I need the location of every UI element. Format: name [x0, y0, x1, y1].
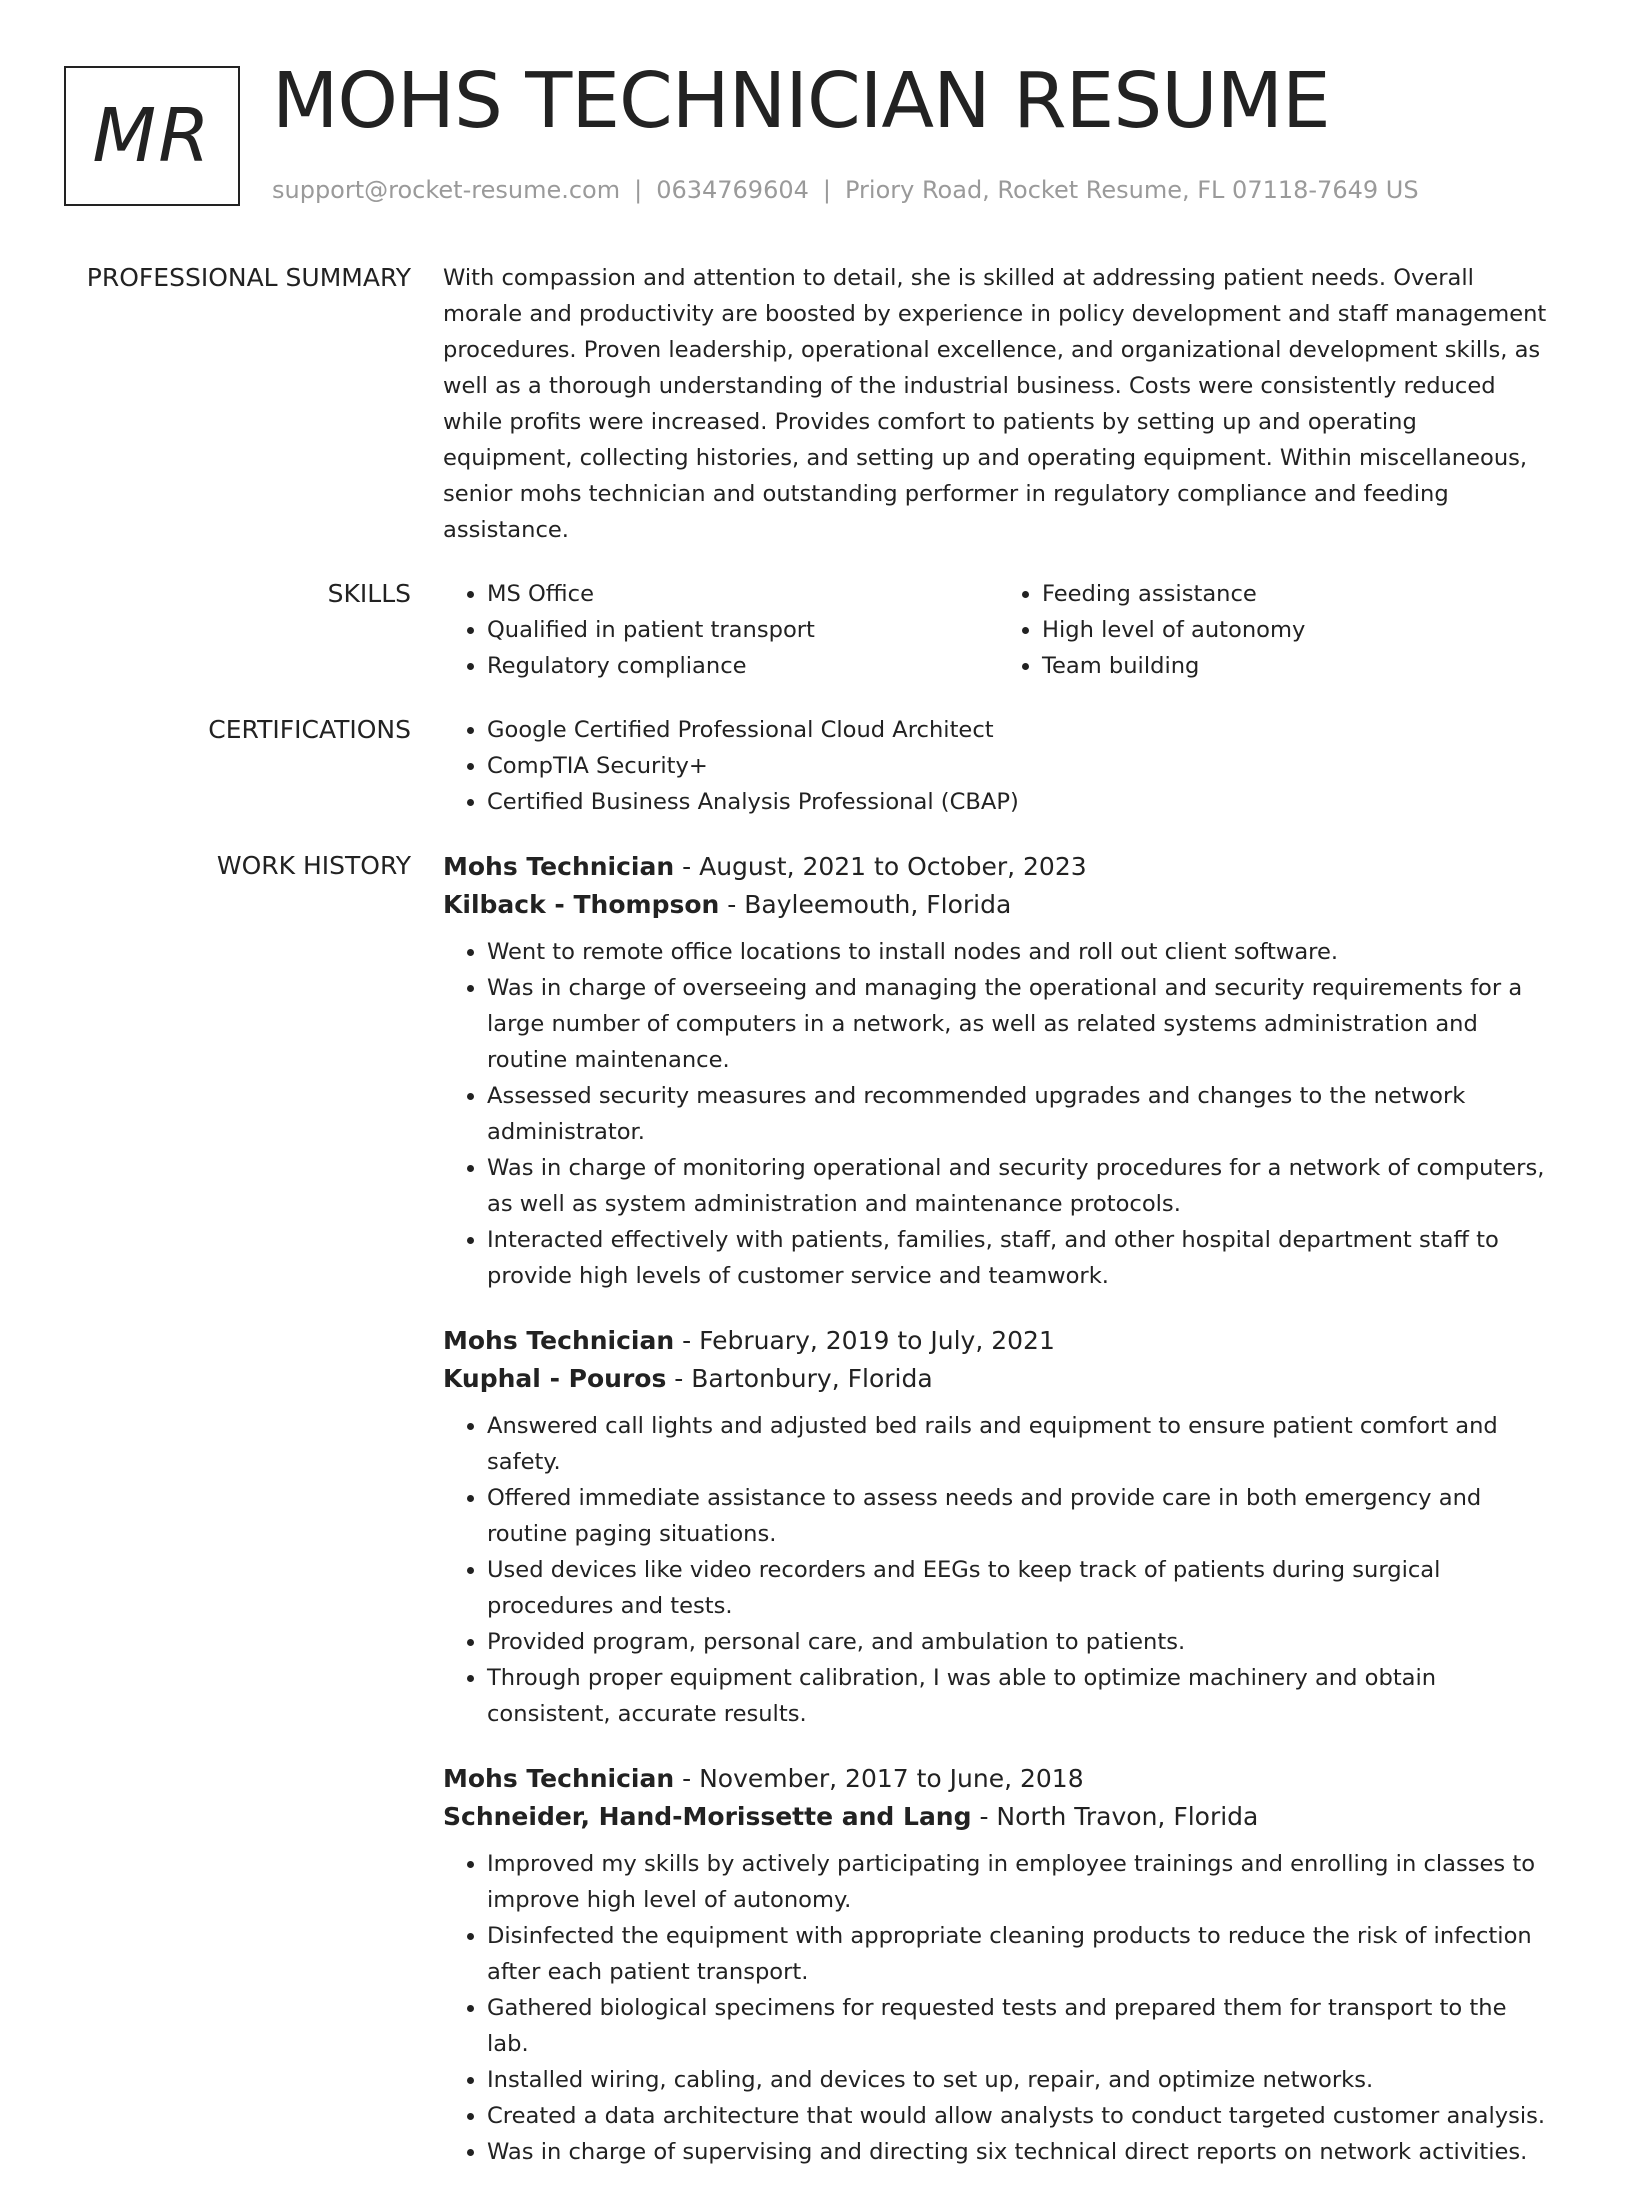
- section-work-history: [0, 848, 1632, 2170]
- job-title-line: [443, 1760, 1553, 1798]
- job-bullet: • Interacted effectively with patients, families, staff, and other hospital department staff to provide high levels of customer service and teamwork.: [487, 1222, 1553, 1294]
- job-bullets: [443, 1846, 1553, 2170]
- skill-item: • High level of autonomy: [1042, 612, 1553, 648]
- job-company: Schneider, Hand-Morissette and Lang: [443, 1802, 972, 1831]
- contact-separator: |: [634, 176, 643, 204]
- job-company: Kuphal - Pouros: [443, 1364, 667, 1393]
- skills-body: [443, 576, 1553, 684]
- job-bullet: • Created a data architecture that would allow analysts to conduct targeted customer analysis.: [487, 2098, 1553, 2134]
- job-entry: [443, 1322, 1553, 1732]
- job-company-line: [443, 886, 1553, 924]
- contact-email[interactable]: support@rocket-resume.com: [272, 176, 621, 204]
- job-title-line: [443, 1322, 1553, 1360]
- job-bullet: • Answered call lights and adjusted bed rails and equipment to ensure patient comfort and safety.: [487, 1408, 1553, 1480]
- job-bullet: • Through proper equipment calibration, I was able to optimize machinery and obtain consistent, accurate results.: [487, 1660, 1553, 1732]
- certification-item: • Certified Business Analysis Professional (CBAP): [487, 784, 1553, 820]
- job-bullets: [443, 934, 1553, 1294]
- contact-address: Priory Road, Rocket Resume, FL 07118-7649 US: [844, 176, 1419, 204]
- monogram-initials: MR: [92, 93, 212, 179]
- skill-item: • Qualified in patient transport: [487, 612, 998, 648]
- job-title-line: [443, 848, 1553, 886]
- section-skills: [0, 576, 1632, 684]
- monogram-box: [64, 66, 240, 206]
- job-entry: [443, 1760, 1553, 2170]
- job-title: Mohs Technician: [443, 1764, 675, 1793]
- job-dates: - November, 2017 to June, 2018: [674, 1764, 1084, 1793]
- job-bullet: • Was in charge of monitoring operational and security procedures for a network of computers, as well as system administration and maintenance protocols.: [487, 1150, 1553, 1222]
- contact-line: [272, 174, 1419, 206]
- job-entry: [443, 848, 1553, 1294]
- summary-body: [443, 260, 1553, 548]
- job-bullets: [443, 1408, 1553, 1732]
- resume-title: MOHS TECHNICIAN RESUME: [272, 57, 1330, 146]
- section-label-work-history: WORK HISTORY: [216, 851, 411, 880]
- job-company-line: [443, 1360, 1553, 1398]
- job-bullet: • Provided program, personal care, and ambulation to patients.: [487, 1624, 1553, 1660]
- work-history-body: [443, 848, 1553, 2170]
- job-bullet: • Disinfected the equipment with appropriate cleaning products to reduce the risk of infection after each patient transport.: [487, 1918, 1553, 1990]
- job-location: - North Travon, Florida: [971, 1802, 1259, 1831]
- job-bullet: • Assessed security measures and recommended upgrades and changes to the network administrator.: [487, 1078, 1553, 1150]
- skills-list-col2: [998, 576, 1553, 684]
- contact-phone[interactable]: 0634769604: [656, 176, 809, 204]
- certifications-body: [443, 712, 1553, 820]
- job-bullet: • Installed wiring, cabling, and devices to set up, repair, and optimize networks.: [487, 2062, 1553, 2098]
- job-title: Mohs Technician: [443, 852, 675, 881]
- job-bullet: • Was in charge of overseeing and managing the operational and security requirements for a large number of computers in a network, as well as related systems administration and routine maintenance.: [487, 970, 1553, 1078]
- job-bullet: • Gathered biological specimens for requested tests and prepared them for transport to the lab.: [487, 1990, 1553, 2062]
- section-label-skills: SKILLS: [327, 579, 411, 608]
- section-certifications: [0, 712, 1632, 820]
- section-label-summary: PROFESSIONAL SUMMARY: [86, 263, 411, 292]
- job-dates: - February, 2019 to July, 2021: [674, 1326, 1055, 1355]
- resume-content: [0, 260, 1632, 2198]
- job-bullet: • Went to remote office locations to install nodes and roll out client software.: [487, 934, 1553, 970]
- skill-item: • MS Office: [487, 576, 998, 612]
- summary-text: With compassion and attention to detail, she is skilled at addressing patient needs. Overall morale and productivity are boosted by experience in policy development and staff management procedures. Proven leadership, operational excellence, and organizational development skills, as well as a thorough understanding of the industrial business. Costs were consistently reduced while profits were increased. Provides comfort to patients by setting up and operating equipment, collecting histories, and setting up and operating equipment. Within miscellaneous, senior mohs technician and outstanding performer in regulatory compliance and feeding assistance.: [443, 265, 1547, 543]
- job-location: - Bartonbury, Florida: [666, 1364, 933, 1393]
- skills-list-col1: [443, 576, 998, 684]
- job-bullet: • Offered immediate assistance to assess needs and provide care in both emergency and routine paging situations.: [487, 1480, 1553, 1552]
- job-bullet: • Used devices like video recorders and EEGs to keep track of patients during surgical procedures and tests.: [487, 1552, 1553, 1624]
- section-professional-summary: [0, 260, 1632, 548]
- skill-item: • Team building: [1042, 648, 1553, 684]
- section-label-certifications: CERTIFICATIONS: [208, 715, 411, 744]
- certification-item: • Google Certified Professional Cloud Architect: [487, 712, 1553, 748]
- job-bullet: • Improved my skills by actively participating in employee trainings and enrolling in classes to improve high level of autonomy.: [487, 1846, 1553, 1918]
- contact-separator: |: [822, 176, 831, 204]
- job-location: - Bayleemouth, Florida: [719, 890, 1012, 919]
- job-dates: - August, 2021 to October, 2023: [674, 852, 1087, 881]
- job-company-line: [443, 1798, 1553, 1836]
- certifications-list: [443, 712, 1553, 820]
- job-bullet: • Was in charge of supervising and directing six technical direct reports on network activities.: [487, 2134, 1553, 2170]
- job-company: Kilback - Thompson: [443, 890, 720, 919]
- certification-item: • CompTIA Security+: [487, 748, 1553, 784]
- skill-item: • Feeding assistance: [1042, 576, 1553, 612]
- skill-item: • Regulatory compliance: [487, 648, 998, 684]
- job-title: Mohs Technician: [443, 1326, 675, 1355]
